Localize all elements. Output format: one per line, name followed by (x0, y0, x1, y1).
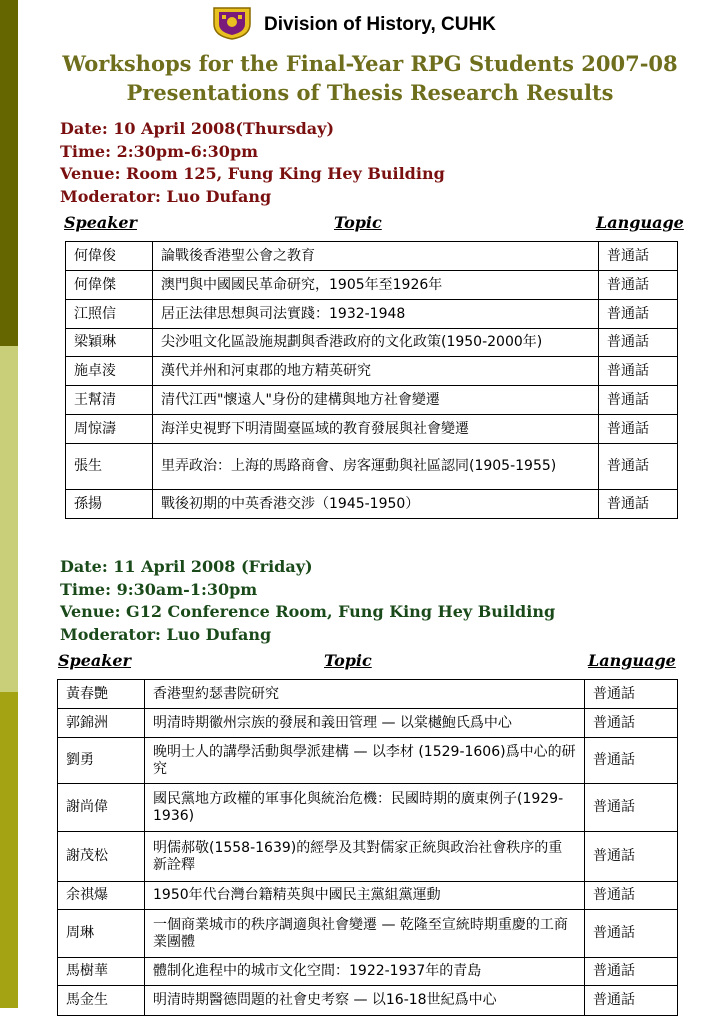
topic-cell: 一個商業城市的秩序調適與社會變遷 — 乾隆至宣統時期重慶的工商業團體 (145, 910, 585, 958)
topic-cell: 明清時期醫德問題的社會史考察 — 以16-18世紀爲中心 (145, 986, 585, 1016)
session1-venue: Venue: Room 125, Fung King Hey Building (60, 164, 445, 183)
table-row (58, 910, 678, 958)
speaker-cell: 張生 (66, 444, 153, 490)
language-cell: 普通話 (585, 882, 678, 910)
column-speaker: Speaker (64, 213, 137, 232)
speaker-cell: 謝茂松 (58, 832, 145, 882)
topic-cell: 戰後初期的中英香港交涉（1945-1950） (153, 490, 599, 519)
language-cell: 普通話 (599, 415, 678, 444)
session2-time: Time: 9:30am-1:30pm (60, 579, 258, 599)
speaker-cell: 王幫清 (66, 386, 153, 415)
column-language: Language (596, 213, 684, 232)
speaker-cell: 何偉俊 (66, 242, 153, 271)
table-row (58, 680, 678, 709)
topic-cell: 尖沙咀文化區設施規劃與香港政府的文化政策(1950-2000年) (153, 329, 599, 357)
topic-cell: 澳門與中國國民革命研究，1905年至1926年 (153, 271, 599, 300)
speaker-cell: 謝尚偉 (58, 784, 145, 832)
language-cell: 普通話 (599, 271, 678, 300)
language-cell: 普通話 (599, 300, 678, 329)
topic-cell: 國民黨地方政權的軍事化與統治危機：民國時期的廣東例子(1929-1936) (145, 784, 585, 832)
topic-cell: 清代江西"懷遠人"身份的建構與地方社會變遷 (153, 386, 599, 415)
language-cell: 普通話 (599, 357, 678, 386)
speaker-cell: 周惊濤 (66, 415, 153, 444)
speaker-cell: 余祺爆 (58, 882, 145, 910)
speaker-cell: 施卓淩 (66, 357, 153, 386)
language-cell: 普通話 (585, 680, 678, 709)
session2-venue: Venue: G12 Conference Room, Fung King Hey Building (60, 602, 556, 621)
table-row (66, 357, 678, 386)
speaker-cell: 馬樹華 (58, 958, 145, 986)
topic-cell: 明儒郝敬(1558-1639)的經學及其對儒家正統與政治社會秩序的重新詮釋 (145, 832, 585, 882)
column-language: Language (588, 651, 676, 670)
speaker-cell: 孫揚 (66, 490, 153, 519)
language-cell: 普通話 (599, 490, 678, 519)
topic-cell: 體制化進程中的城市文化空間：1922-1937年的青島 (145, 958, 585, 986)
topic-cell: 海洋史視野下明清閩臺區域的教育發展與社會變遷 (153, 415, 599, 444)
table-row (66, 490, 678, 519)
speaker-cell: 江照信 (66, 300, 153, 329)
sidebar-band-light (0, 346, 18, 692)
topic-cell: 香港聖約瑟書院研究 (145, 680, 585, 709)
language-cell: 普通話 (585, 709, 678, 738)
speaker-cell: 黃春艷 (58, 680, 145, 709)
language-cell: 普通話 (599, 386, 678, 415)
speaker-cell: 馬金生 (58, 986, 145, 1016)
page-subtitle: Presentations of Thesis Research Results (126, 80, 614, 105)
session2-table (57, 679, 678, 1016)
language-cell: 普通話 (585, 958, 678, 986)
table-row (66, 444, 678, 490)
table-row (58, 738, 678, 784)
speaker-cell: 劉勇 (58, 738, 145, 784)
page-title: Workshops for the Final-Year RPG Students 2007-08 (62, 51, 678, 76)
session1-date: Date: 10 April 2008(Thursday) (60, 119, 335, 138)
speaker-cell: 周琳 (58, 910, 145, 958)
table-row (58, 986, 678, 1016)
session1-moderator: Moderator: Luo Dufang (60, 186, 272, 206)
language-cell: 普通話 (585, 784, 678, 832)
header (210, 6, 540, 42)
language-cell: 普通話 (585, 832, 678, 882)
table-row (66, 386, 678, 415)
table-row (58, 709, 678, 738)
table-row (66, 329, 678, 357)
column-speaker: Speaker (58, 651, 131, 670)
topic-cell: 居正法律思想與司法實踐：1932-1948 (153, 300, 599, 329)
table-row (58, 882, 678, 910)
table-row (58, 784, 678, 832)
sidebar-band-mid (0, 692, 18, 1008)
language-cell: 普通話 (585, 738, 678, 784)
topic-cell: 1950年代台灣台籍精英與中國民主黨組黨運動 (145, 882, 585, 910)
topic-cell: 明清時期徽州宗族的發展和義田管理 — 以棠樾鮑氏爲中心 (145, 709, 585, 738)
session2-date: Date: 11 April 2008 (Friday) (60, 557, 313, 576)
language-cell: 普通話 (599, 242, 678, 271)
topic-cell: 論戰後香港聖公會之教育 (153, 242, 599, 271)
table-row (66, 415, 678, 444)
table-row (58, 958, 678, 986)
column-topic: Topic (334, 213, 382, 232)
sidebar-decoration (0, 0, 18, 1008)
topic-cell: 晚明士人的講學活動與學派建構 — 以李材 (1529-1606)爲中心的研究 (145, 738, 585, 784)
table-row (66, 300, 678, 329)
column-topic: Topic (324, 651, 372, 670)
speaker-cell: 何偉傑 (66, 271, 153, 300)
speaker-cell: 郭錦洲 (58, 709, 145, 738)
session1-table (65, 241, 678, 519)
session1-info (60, 118, 445, 208)
table-row (66, 271, 678, 300)
language-cell: 普通話 (599, 329, 678, 357)
session1-time: Time: 2:30pm-6:30pm (60, 141, 259, 161)
department-name: Division of History, CUHK (264, 14, 496, 35)
sidebar-band-dark (0, 0, 18, 346)
table-row (58, 832, 678, 882)
topic-cell: 漢代并州和河東郡的地方精英研究 (153, 357, 599, 386)
topic-cell: 里弄政治：上海的馬路商會、房客運動與社區認同(1905-1955) (153, 444, 599, 490)
table-row (66, 242, 678, 271)
language-cell: 普通話 (585, 986, 678, 1016)
session2-moderator: Moderator: Luo Dufang (60, 624, 272, 644)
session2-info (60, 556, 555, 646)
speaker-cell: 梁穎琳 (66, 329, 153, 357)
language-cell: 普通話 (599, 444, 678, 490)
cuhk-logo-icon (210, 6, 254, 40)
session2-column-headers (58, 651, 678, 673)
session1-column-headers (64, 213, 684, 235)
language-cell: 普通話 (585, 910, 678, 958)
